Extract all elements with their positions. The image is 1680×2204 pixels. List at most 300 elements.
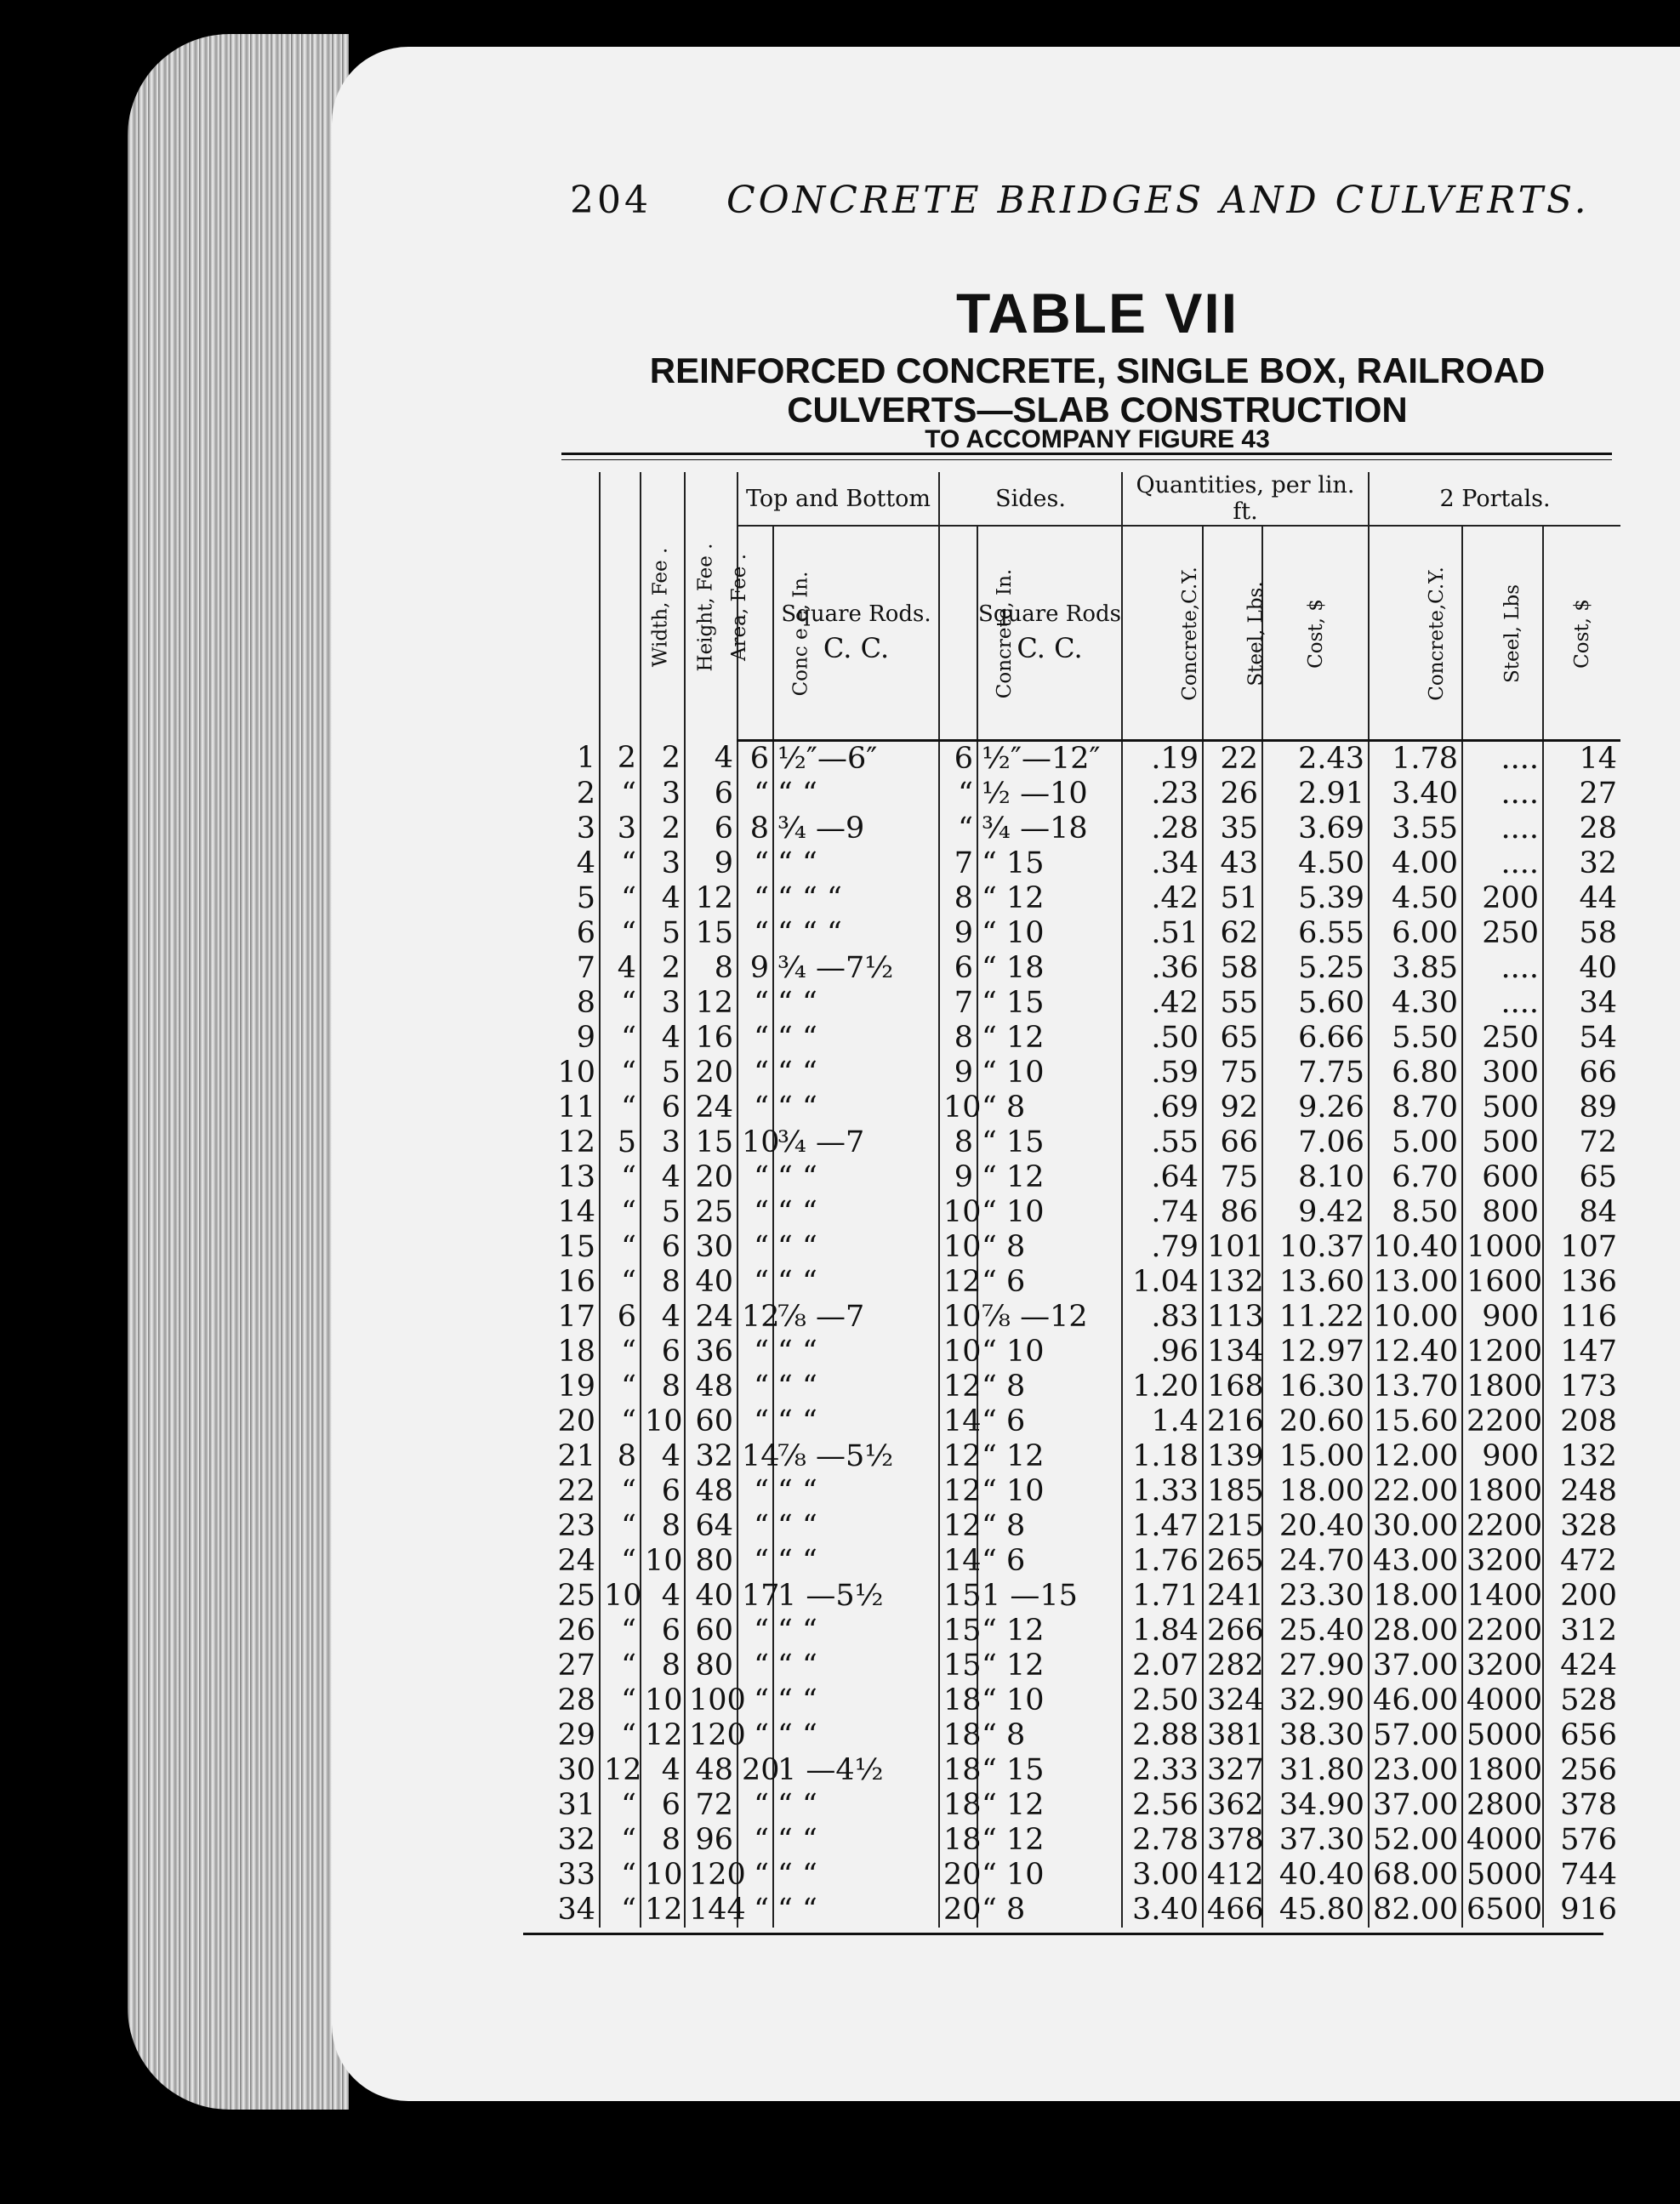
sides-rods-cell: “ 10 bbox=[977, 916, 1122, 951]
sides-concrete-cell: 9 bbox=[939, 916, 977, 951]
width-cell: “ bbox=[600, 1230, 641, 1265]
tb-concrete-cell: “ bbox=[737, 1858, 773, 1893]
area-cell: 32 bbox=[685, 1439, 737, 1474]
portals-steel-cell: 250 bbox=[1462, 916, 1543, 951]
row-number-cell: 1 bbox=[576, 741, 595, 776]
height-cell: 4 bbox=[641, 881, 685, 916]
tb-rods-cell: “ “ bbox=[773, 1335, 939, 1370]
portals-steel-cell: 1600 bbox=[1462, 1265, 1543, 1300]
qty-concrete-cell: 3.00 bbox=[1122, 1858, 1203, 1893]
qty-steel-cell: 75 bbox=[1203, 1160, 1262, 1195]
width-cell: “ bbox=[600, 1649, 641, 1683]
table-subtitle-line1: REINFORCED CONCRETE, SINGLE BOX, RAILROAD bbox=[649, 350, 1546, 390]
area-cell: 9 bbox=[685, 846, 737, 881]
sides-group-header: Sides. bbox=[939, 472, 1122, 526]
width-cell: “ bbox=[600, 986, 641, 1021]
top-bottom-group-header: Top and Bottom bbox=[737, 472, 939, 526]
qty-steel-cell: 92 bbox=[1203, 1091, 1262, 1125]
area-header: Area, Fee . bbox=[685, 472, 737, 741]
portals-concrete-cell: 4.00 bbox=[1369, 846, 1462, 881]
qty-steel-cell: 75 bbox=[1203, 1056, 1262, 1091]
portals-steel-cell: 1400 bbox=[1462, 1579, 1543, 1614]
table-row bbox=[549, 1649, 1620, 1683]
sides-rods-cell: “ 12 bbox=[977, 1614, 1122, 1649]
portals-steel-cell: 4000 bbox=[1462, 1683, 1543, 1718]
height-cell: 12 bbox=[641, 1718, 685, 1753]
sides-rods-cell: ½″—12″ bbox=[977, 741, 1122, 777]
height-cell: 4 bbox=[641, 1021, 685, 1056]
sides-concrete-cell: 10 bbox=[939, 1091, 977, 1125]
sides-concrete-cell: 8 bbox=[939, 1125, 977, 1160]
qty-steel-cell: 412 bbox=[1203, 1858, 1262, 1893]
qty-concrete-cell: .69 bbox=[1122, 1091, 1203, 1125]
row-number-cell: 33 bbox=[557, 1858, 595, 1892]
portals-steel-header: Steel, Lbs bbox=[1462, 526, 1543, 741]
tb-rods-cell: “ “ bbox=[773, 1893, 939, 1928]
width-header: Width, Fee . bbox=[600, 472, 641, 741]
row-number-cell: 17 bbox=[557, 1300, 595, 1334]
portals-steel-cell: 1800 bbox=[1462, 1474, 1543, 1509]
width-cell: 6 bbox=[600, 1300, 641, 1335]
height-cell: 10 bbox=[641, 1858, 685, 1893]
row-number-cell: 10 bbox=[557, 1056, 595, 1090]
row-number-cell: 22 bbox=[557, 1474, 595, 1508]
qty-cost-cell: 9.42 bbox=[1262, 1195, 1369, 1230]
tb-rods-cell: “ “ “ bbox=[773, 916, 939, 951]
portals-steel-cell: 3200 bbox=[1462, 1544, 1543, 1579]
table-row bbox=[549, 812, 1620, 846]
tb-rods-cell: “ “ bbox=[773, 1056, 939, 1091]
portals-cost-cell: 147 bbox=[1543, 1335, 1620, 1370]
qty-concrete-cell: 1.76 bbox=[1122, 1544, 1203, 1579]
tb-concrete-cell: 12 bbox=[737, 1300, 773, 1335]
tb-concrete-cell: “ bbox=[737, 1718, 773, 1753]
table-row bbox=[549, 1404, 1620, 1439]
qty-steel-cell: 132 bbox=[1203, 1265, 1262, 1300]
sides-concrete-cell: 15 bbox=[939, 1614, 977, 1649]
portals-cost-cell: 65 bbox=[1543, 1160, 1620, 1195]
tb-rods-cell: “ “ bbox=[773, 1370, 939, 1404]
qty-cost-cell: 27.90 bbox=[1262, 1649, 1369, 1683]
qty-steel-cell: 51 bbox=[1203, 881, 1262, 916]
portals-cost-cell: 424 bbox=[1543, 1649, 1620, 1683]
portals-cost-cell: 14 bbox=[1543, 741, 1620, 777]
height-cell: 6 bbox=[641, 1614, 685, 1649]
tb-rods-cell: “ “ bbox=[773, 1683, 939, 1718]
height-cell: 10 bbox=[641, 1683, 685, 1718]
portals-cost-cell: 44 bbox=[1543, 881, 1620, 916]
qty-cost-cell: 13.60 bbox=[1262, 1265, 1369, 1300]
width-cell: “ bbox=[600, 1335, 641, 1370]
tb-concrete-cell: “ bbox=[737, 1265, 773, 1300]
sides-concrete-cell: 9 bbox=[939, 1160, 977, 1195]
sides-concrete-cell: 10 bbox=[939, 1300, 977, 1335]
portals-cost-cell: 173 bbox=[1543, 1370, 1620, 1404]
sides-concrete-cell: 18 bbox=[939, 1753, 977, 1788]
width-cell: “ bbox=[600, 1788, 641, 1823]
table-row bbox=[549, 1300, 1620, 1335]
portals-concrete-cell: 68.00 bbox=[1369, 1858, 1462, 1893]
height-cell: 8 bbox=[641, 1509, 685, 1544]
sides-concrete-cell: 10 bbox=[939, 1195, 977, 1230]
portals-cost-cell: 66 bbox=[1543, 1056, 1620, 1091]
qty-steel-cell: 65 bbox=[1203, 1021, 1262, 1056]
portals-cost-cell: 656 bbox=[1543, 1718, 1620, 1753]
table-title: TABLE VII bbox=[955, 282, 1239, 345]
qty-cost-cell: 11.22 bbox=[1262, 1300, 1369, 1335]
qty-steel-cell: 101 bbox=[1203, 1230, 1262, 1265]
qty-concrete-cell: 1.33 bbox=[1122, 1474, 1203, 1509]
area-cell: 8 bbox=[685, 951, 737, 986]
row-number-cell: 3 bbox=[576, 812, 595, 846]
tb-concrete-cell: “ bbox=[737, 881, 773, 916]
portals-cost-cell: 107 bbox=[1543, 1230, 1620, 1265]
table-row bbox=[549, 1579, 1620, 1614]
sides-rods-cell: “ 12 bbox=[977, 881, 1122, 916]
table-row bbox=[549, 1753, 1620, 1788]
tb-rods-cell: “ “ “ bbox=[773, 881, 939, 916]
width-cell: 12 bbox=[600, 1753, 641, 1788]
portals-steel-cell: 4000 bbox=[1462, 1823, 1543, 1858]
portals-cost-cell: 27 bbox=[1543, 777, 1620, 812]
portals-concrete-cell: 5.00 bbox=[1369, 1125, 1462, 1160]
qty-cost-cell: 5.60 bbox=[1262, 986, 1369, 1021]
tb-rods-cell: “ “ bbox=[773, 1265, 939, 1300]
row-number-cell: 21 bbox=[557, 1439, 595, 1473]
height-cell: 10 bbox=[641, 1404, 685, 1439]
tb-concrete-cell: 6 bbox=[737, 741, 773, 777]
portals-steel-cell: 900 bbox=[1462, 1300, 1543, 1335]
width-cell: “ bbox=[600, 1195, 641, 1230]
height-cell: 8 bbox=[641, 1370, 685, 1404]
qty-concrete-cell: 3.40 bbox=[1122, 1893, 1203, 1928]
tb-concrete-cell: “ bbox=[737, 1230, 773, 1265]
table-row bbox=[549, 1265, 1620, 1300]
qty-cost-cell: 38.30 bbox=[1262, 1718, 1369, 1753]
qty-concrete-cell: .55 bbox=[1122, 1125, 1203, 1160]
qty-cost-cell: 6.55 bbox=[1262, 916, 1369, 951]
portals-steel-cell: 1200 bbox=[1462, 1335, 1543, 1370]
portals-concrete-cell: 12.40 bbox=[1369, 1335, 1462, 1370]
book-page-edges bbox=[128, 34, 349, 2110]
tb-rods-cell: “ “ bbox=[773, 1160, 939, 1195]
table-row bbox=[549, 741, 1620, 777]
sides-rods-cell: “ 10 bbox=[977, 1858, 1122, 1893]
tb-concrete-cell: “ bbox=[737, 1335, 773, 1370]
portals-steel-cell: .... bbox=[1462, 846, 1543, 881]
tb-concrete-cell: “ bbox=[737, 916, 773, 951]
tb-rods-cell: ¾ —9 bbox=[773, 812, 939, 846]
height-cell: 8 bbox=[641, 1265, 685, 1300]
table-row bbox=[549, 1718, 1620, 1753]
culvert-table bbox=[549, 472, 1620, 1928]
sides-rods-cell: “ 12 bbox=[977, 1649, 1122, 1683]
area-cell: 40 bbox=[685, 1579, 737, 1614]
width-cell: “ bbox=[600, 1370, 641, 1404]
area-cell: 100 bbox=[685, 1683, 737, 1718]
qty-steel-cell: 185 bbox=[1203, 1474, 1262, 1509]
qty-concrete-cell: .42 bbox=[1122, 881, 1203, 916]
area-cell: 24 bbox=[685, 1091, 737, 1125]
area-cell: 96 bbox=[685, 1823, 737, 1858]
qty-concrete-cell: .34 bbox=[1122, 846, 1203, 881]
sides-concrete-header: Concrete, In. bbox=[939, 526, 977, 741]
tb-rods-cell: ½″—6″ bbox=[773, 741, 939, 777]
height-cell: 4 bbox=[641, 1753, 685, 1788]
portals-steel-cell: .... bbox=[1462, 951, 1543, 986]
tb-rods-cell: ¾ —7 bbox=[773, 1125, 939, 1160]
qty-cost-cell: 5.39 bbox=[1262, 881, 1369, 916]
qty-steel-cell: 241 bbox=[1203, 1579, 1262, 1614]
portals-steel-cell: 5000 bbox=[1462, 1718, 1543, 1753]
height-cell: 6 bbox=[641, 1335, 685, 1370]
width-cell: “ bbox=[600, 1404, 641, 1439]
portals-steel-cell: 250 bbox=[1462, 1021, 1543, 1056]
row-number-cell: 30 bbox=[557, 1753, 595, 1787]
portals-cost-cell: 89 bbox=[1543, 1091, 1620, 1125]
tb-rods-cell: “ “ bbox=[773, 777, 939, 812]
sides-rods-cell: “ 12 bbox=[977, 1160, 1122, 1195]
row-number-cell: 27 bbox=[557, 1649, 595, 1683]
sides-rods-cell: “ 15 bbox=[977, 846, 1122, 881]
area-cell: 80 bbox=[685, 1649, 737, 1683]
qty-steel-cell: 134 bbox=[1203, 1335, 1262, 1370]
portals-cost-cell: 72 bbox=[1543, 1125, 1620, 1160]
height-cell: 5 bbox=[641, 1195, 685, 1230]
sides-concrete-cell: 7 bbox=[939, 846, 977, 881]
qty-steel-cell: 324 bbox=[1203, 1683, 1262, 1718]
tb-concrete-cell: “ bbox=[737, 777, 773, 812]
table-row bbox=[549, 1230, 1620, 1265]
qty-cost-cell: 2.43 bbox=[1262, 741, 1369, 777]
portals-steel-cell: 900 bbox=[1462, 1439, 1543, 1474]
width-cell: “ bbox=[600, 916, 641, 951]
qty-cost-cell: 9.26 bbox=[1262, 1091, 1369, 1125]
area-cell: 6 bbox=[685, 777, 737, 812]
height-cell: 4 bbox=[641, 1439, 685, 1474]
tb-concrete-cell: “ bbox=[737, 1056, 773, 1091]
qty-steel-cell: 113 bbox=[1203, 1300, 1262, 1335]
table-row bbox=[549, 1091, 1620, 1125]
qty-cost-cell: 20.60 bbox=[1262, 1404, 1369, 1439]
tb-rods-header: Square Rods. C. C. bbox=[773, 526, 939, 741]
qty-cost-cell: 3.69 bbox=[1262, 812, 1369, 846]
qty-cost-cell: 20.40 bbox=[1262, 1509, 1369, 1544]
tb-rods-cell: “ “ bbox=[773, 1474, 939, 1509]
sides-concrete-cell: 20 bbox=[939, 1858, 977, 1893]
tb-concrete-cell: “ bbox=[737, 1893, 773, 1928]
portals-concrete-cell: 13.70 bbox=[1369, 1370, 1462, 1404]
qty-concrete-header: Concrete,C.Y. bbox=[1122, 526, 1203, 741]
portals-concrete-cell: 6.70 bbox=[1369, 1160, 1462, 1195]
sides-rods-cell: “ 18 bbox=[977, 951, 1122, 986]
running-title: CONCRETE BRIDGES AND CULVERTS. bbox=[726, 179, 1590, 222]
height-cell: 6 bbox=[641, 1474, 685, 1509]
row-number-cell: 15 bbox=[557, 1230, 595, 1264]
top-rule-thin bbox=[561, 459, 1612, 460]
sides-concrete-cell: 12 bbox=[939, 1474, 977, 1509]
sides-concrete-cell: “ bbox=[939, 777, 977, 812]
tb-rods-cell: “ “ bbox=[773, 1788, 939, 1823]
qty-steel-cell: 62 bbox=[1203, 916, 1262, 951]
row-number-cell: 19 bbox=[557, 1370, 595, 1404]
tb-rods-cell: “ “ bbox=[773, 1230, 939, 1265]
table-body bbox=[549, 741, 1620, 1928]
sides-rods-cell: “ 8 bbox=[977, 1091, 1122, 1125]
qty-concrete-cell: 1.04 bbox=[1122, 1265, 1203, 1300]
portals-concrete-cell: 8.70 bbox=[1369, 1091, 1462, 1125]
row-number-cell: 12 bbox=[557, 1125, 595, 1159]
portals-cost-cell: 528 bbox=[1543, 1683, 1620, 1718]
area-cell: 40 bbox=[685, 1265, 737, 1300]
tb-concrete-cell: “ bbox=[737, 1195, 773, 1230]
area-cell: 15 bbox=[685, 1125, 737, 1160]
portals-cost-cell: 312 bbox=[1543, 1614, 1620, 1649]
portals-cost-cell: 28 bbox=[1543, 812, 1620, 846]
tb-concrete-cell: “ bbox=[737, 1370, 773, 1404]
area-cell: 20 bbox=[685, 1160, 737, 1195]
tb-rods-cell: “ “ bbox=[773, 1195, 939, 1230]
qty-concrete-cell: 1.47 bbox=[1122, 1509, 1203, 1544]
height-cell: 3 bbox=[641, 986, 685, 1021]
tb-concrete-cell: “ bbox=[737, 986, 773, 1021]
portals-cost-cell: 576 bbox=[1543, 1823, 1620, 1858]
tb-concrete-cell: 20 bbox=[737, 1753, 773, 1788]
qty-steel-cell: 139 bbox=[1203, 1439, 1262, 1474]
sides-concrete-cell: 12 bbox=[939, 1439, 977, 1474]
portals-concrete-cell: 3.40 bbox=[1369, 777, 1462, 812]
area-cell: 60 bbox=[685, 1614, 737, 1649]
width-cell: “ bbox=[600, 1614, 641, 1649]
row-number-cell: 18 bbox=[557, 1335, 595, 1369]
tb-concrete-cell: “ bbox=[737, 1649, 773, 1683]
quantities-group-header: Quantities, per lin. ft. bbox=[1122, 472, 1369, 526]
portals-steel-cell: 600 bbox=[1462, 1160, 1543, 1195]
portals-steel-cell: 1800 bbox=[1462, 1753, 1543, 1788]
tb-rods-cell: “ “ bbox=[773, 1718, 939, 1753]
sides-rods-cell: “ 8 bbox=[977, 1509, 1122, 1544]
tb-rods-cell: “ “ bbox=[773, 1823, 939, 1858]
qty-cost-cell: 7.06 bbox=[1262, 1125, 1369, 1160]
table-row bbox=[549, 1439, 1620, 1474]
qty-cost-cell: 25.40 bbox=[1262, 1614, 1369, 1649]
portals-steel-cell: .... bbox=[1462, 777, 1543, 812]
sides-rods-cell: “ 10 bbox=[977, 1335, 1122, 1370]
width-cell: “ bbox=[600, 1265, 641, 1300]
qty-concrete-cell: .74 bbox=[1122, 1195, 1203, 1230]
row-number-cell: 13 bbox=[557, 1160, 595, 1194]
tb-concrete-cell: 8 bbox=[737, 812, 773, 846]
sides-concrete-cell: 20 bbox=[939, 1893, 977, 1928]
qty-steel-cell: 266 bbox=[1203, 1614, 1262, 1649]
sides-concrete-cell: 12 bbox=[939, 1265, 977, 1300]
tb-concrete-cell: “ bbox=[737, 1021, 773, 1056]
portals-concrete-cell: 18.00 bbox=[1369, 1579, 1462, 1614]
row-number-cell: 23 bbox=[557, 1509, 595, 1543]
portals-concrete-cell: 28.00 bbox=[1369, 1614, 1462, 1649]
width-cell: “ bbox=[600, 1509, 641, 1544]
portals-concrete-cell: 57.00 bbox=[1369, 1718, 1462, 1753]
qty-steel-cell: 66 bbox=[1203, 1125, 1262, 1160]
height-cell: 8 bbox=[641, 1823, 685, 1858]
row-number-cell: 26 bbox=[557, 1614, 595, 1648]
sides-rods-cell: ¾ —18 bbox=[977, 812, 1122, 846]
qty-concrete-cell: .23 bbox=[1122, 777, 1203, 812]
qty-steel-cell: 22 bbox=[1203, 741, 1262, 777]
sides-concrete-cell: 18 bbox=[939, 1683, 977, 1718]
qty-cost-cell: 37.30 bbox=[1262, 1823, 1369, 1858]
width-cell: 3 bbox=[600, 812, 641, 846]
tb-concrete-cell: “ bbox=[737, 1509, 773, 1544]
tb-rods-cell: “ “ bbox=[773, 1649, 939, 1683]
portals-cost-cell: 132 bbox=[1543, 1439, 1620, 1474]
width-cell: 10 bbox=[600, 1579, 641, 1614]
portals-concrete-cell: 37.00 bbox=[1369, 1649, 1462, 1683]
qty-concrete-cell: 1.4 bbox=[1122, 1404, 1203, 1439]
height-cell: 3 bbox=[641, 777, 685, 812]
tb-rods-cell: ¾ —7½ bbox=[773, 951, 939, 986]
table-row bbox=[549, 1474, 1620, 1509]
area-cell: 12 bbox=[685, 881, 737, 916]
portals-cost-cell: 40 bbox=[1543, 951, 1620, 986]
row-number-cell: 31 bbox=[557, 1788, 595, 1822]
row-number-cell: 4 bbox=[576, 846, 595, 880]
qty-cost-cell: 34.90 bbox=[1262, 1788, 1369, 1823]
row-number-cell: 32 bbox=[557, 1823, 595, 1857]
portals-concrete-cell: 43.00 bbox=[1369, 1544, 1462, 1579]
qty-concrete-cell: 1.84 bbox=[1122, 1614, 1203, 1649]
qty-concrete-cell: .36 bbox=[1122, 951, 1203, 986]
width-cell: “ bbox=[600, 1823, 641, 1858]
tb-concrete-cell: “ bbox=[737, 1160, 773, 1195]
row-number-cell: 6 bbox=[576, 916, 595, 950]
table-row bbox=[549, 777, 1620, 812]
portals-concrete-cell: 12.00 bbox=[1369, 1439, 1462, 1474]
qty-concrete-cell: 1.20 bbox=[1122, 1370, 1203, 1404]
qty-concrete-cell: 1.71 bbox=[1122, 1579, 1203, 1614]
tb-rods-cell: “ “ bbox=[773, 986, 939, 1021]
sides-rods-cell: “ 10 bbox=[977, 1683, 1122, 1718]
table-row bbox=[549, 1370, 1620, 1404]
sides-concrete-cell: 12 bbox=[939, 1509, 977, 1544]
row-number-cell: 2 bbox=[576, 777, 595, 811]
sides-concrete-cell: 8 bbox=[939, 1021, 977, 1056]
qty-concrete-cell: 2.78 bbox=[1122, 1823, 1203, 1858]
table-row bbox=[549, 1335, 1620, 1370]
table-row bbox=[549, 1823, 1620, 1858]
area-cell: 64 bbox=[685, 1509, 737, 1544]
height-cell: 4 bbox=[641, 1300, 685, 1335]
area-cell: 6 bbox=[685, 812, 737, 846]
sides-rods-cell: “ 6 bbox=[977, 1544, 1122, 1579]
tb-concrete-cell: 17 bbox=[737, 1579, 773, 1614]
tb-concrete-cell: 9 bbox=[737, 951, 773, 986]
row-number-cell: 34 bbox=[557, 1893, 595, 1927]
portals-concrete-cell: 15.60 bbox=[1369, 1404, 1462, 1439]
sides-concrete-cell: 7 bbox=[939, 986, 977, 1021]
sides-rods-cell: “ 15 bbox=[977, 986, 1122, 1021]
row-number-cell: 8 bbox=[576, 986, 595, 1020]
portals-cost-cell: 248 bbox=[1543, 1474, 1620, 1509]
sides-concrete-cell: 18 bbox=[939, 1788, 977, 1823]
bottom-rule bbox=[523, 1933, 1603, 1935]
tb-concrete-cell: 10 bbox=[737, 1125, 773, 1160]
width-cell: 2 bbox=[600, 741, 641, 777]
table-row bbox=[549, 1160, 1620, 1195]
qty-cost-cell: 16.30 bbox=[1262, 1370, 1369, 1404]
table-subtitle-line2: CULVERTS—SLAB CONSTRUCTION bbox=[787, 390, 1408, 430]
qty-cost-cell: 40.40 bbox=[1262, 1858, 1369, 1893]
